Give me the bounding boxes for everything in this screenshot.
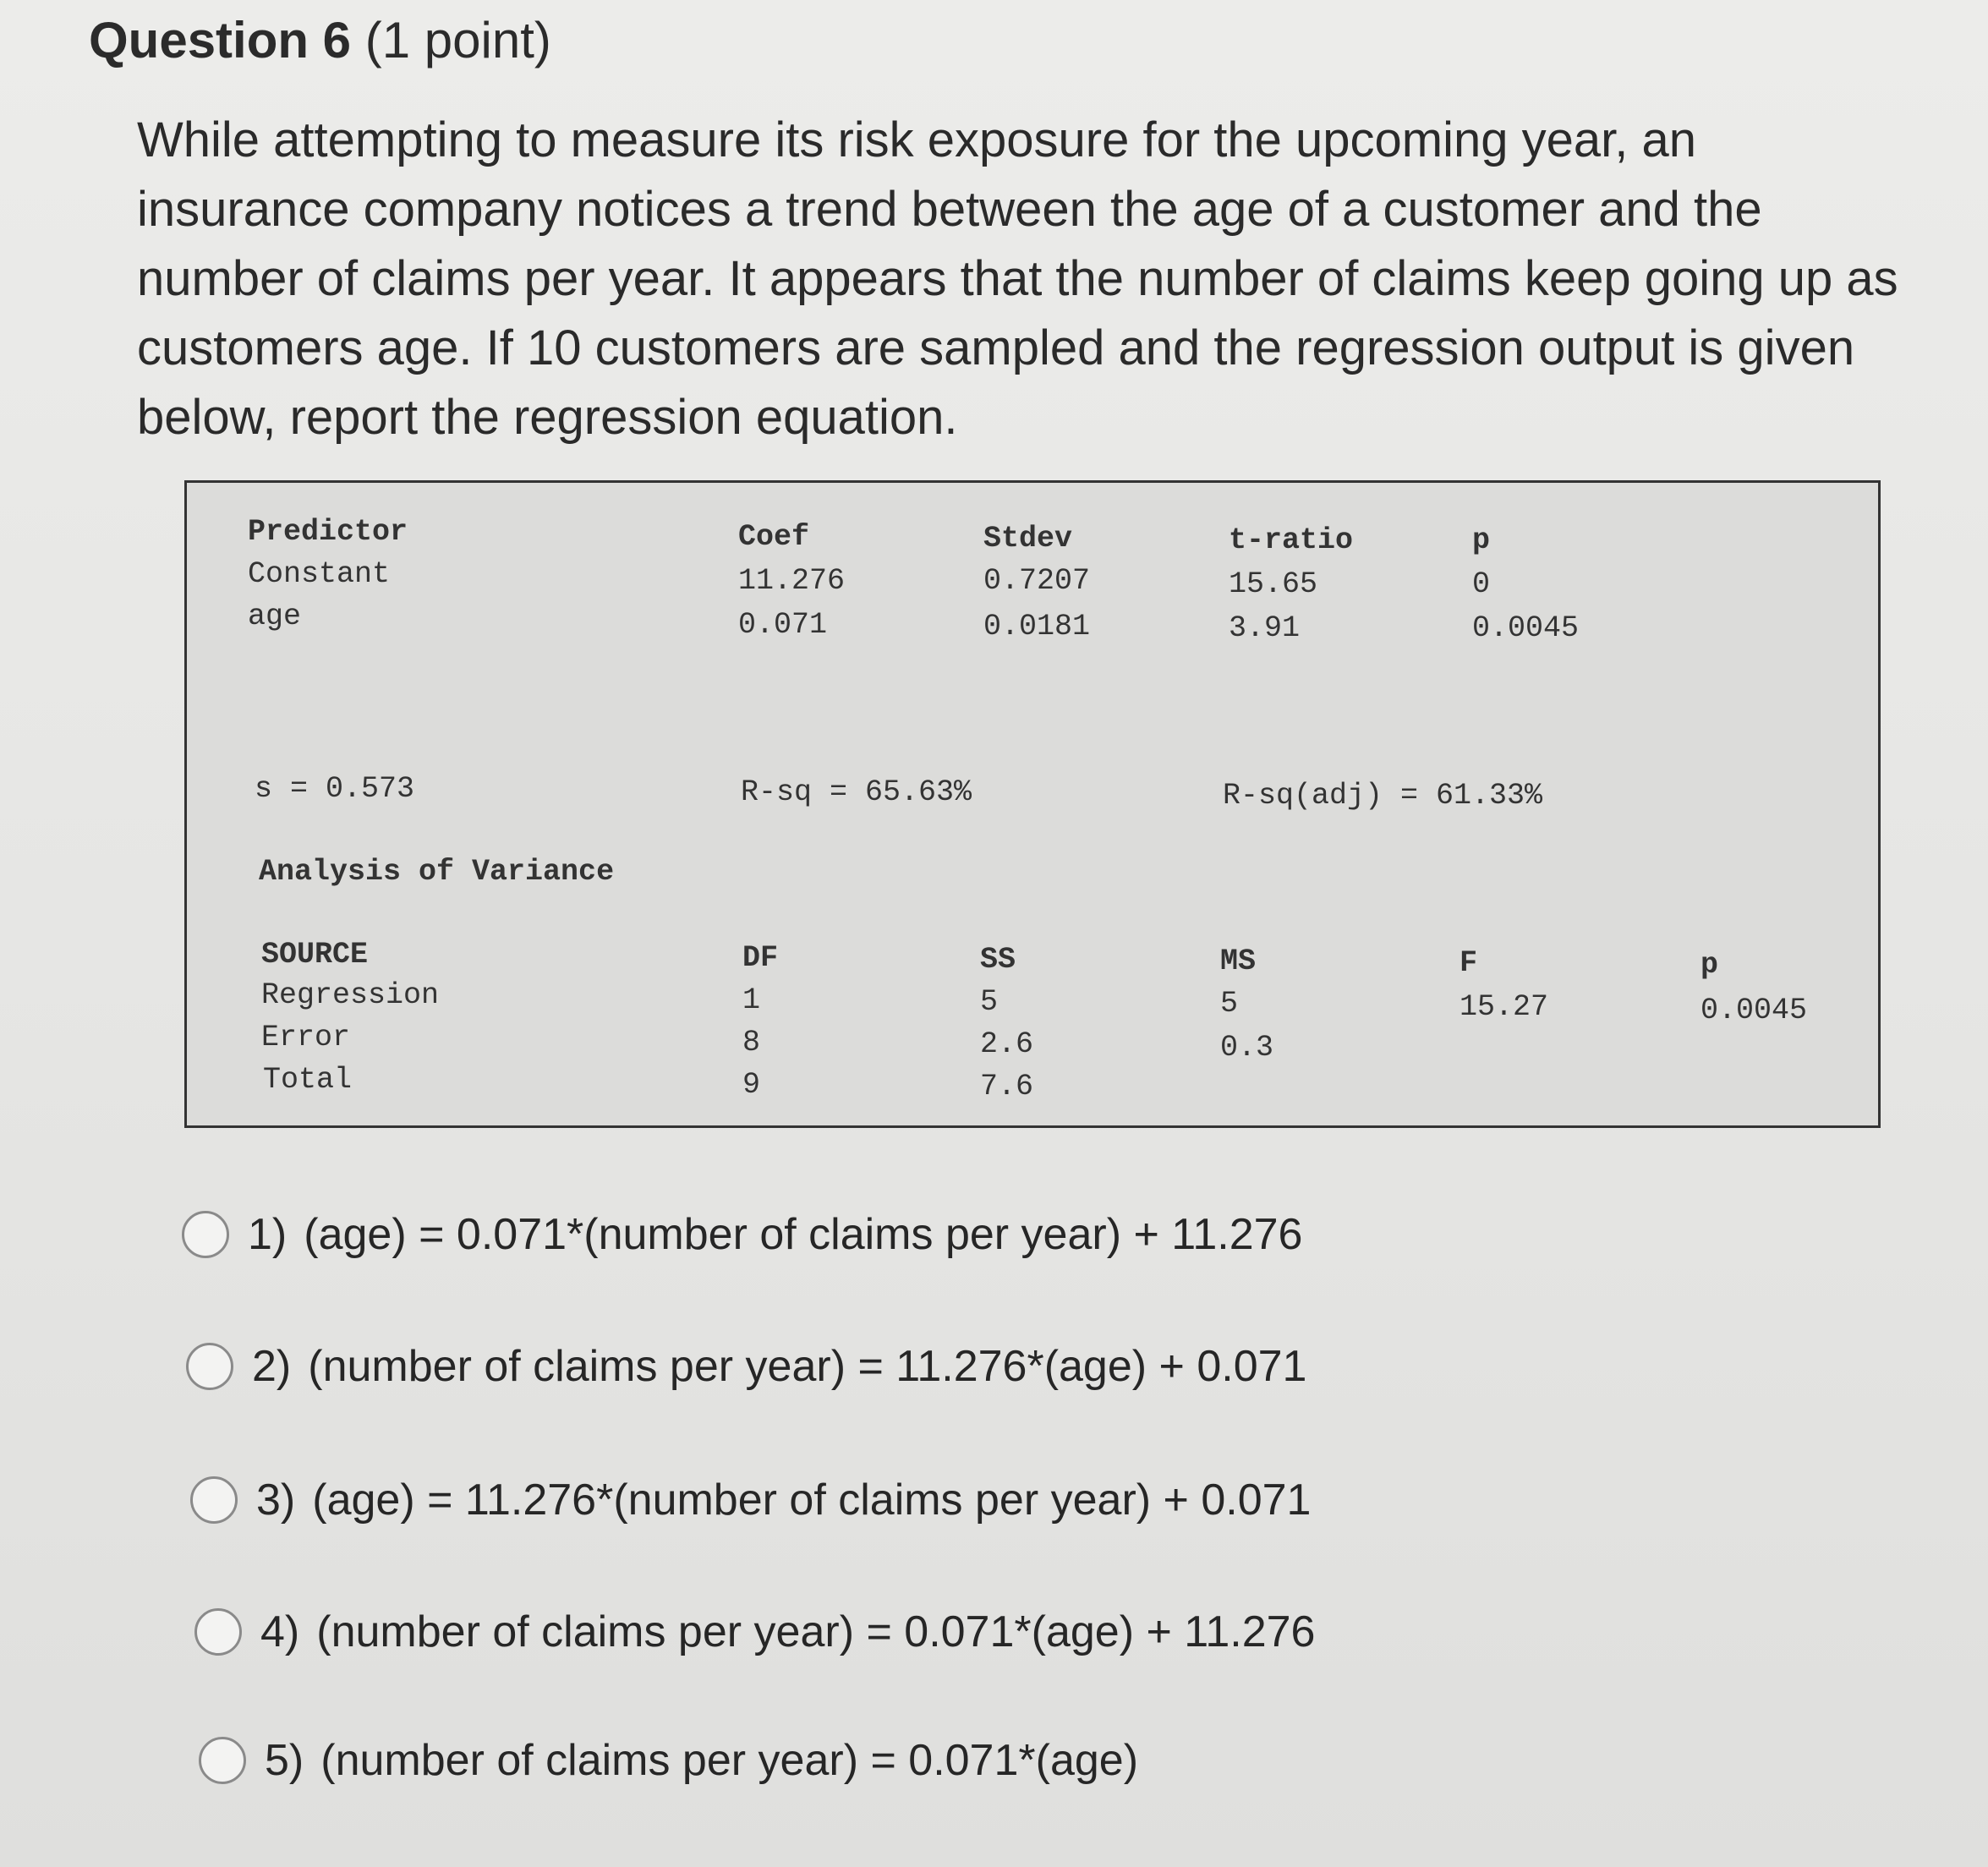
row-age-stdev: 0.0181 [983,610,1091,643]
option-5[interactable] [199,1735,1138,1786]
row-age-tratio: 3.91 [1229,611,1301,645]
anova-error-df: 8 [742,1026,761,1059]
option-1[interactable] [182,1209,1302,1260]
question-number: Question 6 [89,12,352,68]
option-4-number: 4) [260,1607,300,1656]
row-age-p: 0.0045 [1472,611,1580,645]
header-coef: Coef [738,520,810,554]
anova-header-p: p [1700,948,1719,982]
option-4[interactable] [194,1607,1315,1657]
regression-output-box [184,480,1881,1128]
option-4-text: (number of claims per year) = 0.071*(age) + 11.276 [316,1607,1316,1656]
question-header [89,7,551,74]
anova-error-ms: 0.3 [1220,1031,1274,1065]
option-2[interactable] [186,1341,1306,1392]
row-age-coef: 0.071 [738,608,828,642]
row-constant-predictor: Constant [248,557,391,591]
anova-header-source: SOURCE [261,938,369,972]
question-text: While attempting to measure its risk exposure for the upcoming year, an insurance company notices a trend between the age of a customer and the number of claims per year. It appears that the number of claims keep going up as customers age. If 10 customers are sampled and the regression output is given below, report the regression equation. [137,112,1898,445]
option-3[interactable] [190,1475,1311,1525]
stat-s: s = 0.573 [255,772,415,806]
anova-total-source: Total [263,1063,353,1097]
row-age-predictor: age [248,600,302,633]
radio-button-4[interactable] [194,1608,242,1656]
radio-button-1[interactable] [182,1211,229,1258]
option-3-text: (age) = 11.276*(number of claims per year) + 0.071 [312,1476,1312,1525]
radio-button-3[interactable] [190,1476,238,1524]
anova-regression-f: 15.27 [1460,990,1549,1024]
question-points: (1 point) [364,12,551,68]
anova-regression-df: 1 [742,983,761,1017]
row-constant-tratio: 15.65 [1229,567,1318,601]
option-2-text: (number of claims per year) = 11.276*(age) + 0.071 [308,1342,1307,1391]
row-constant-coef: 11.276 [738,564,846,598]
stat-rsq: R-sq = 65.63% [741,775,972,809]
stat-rsq-adj: R-sq(adj) = 61.33% [1223,779,1543,813]
option-1-number: 1) [248,1210,288,1259]
anova-error-ss: 2.6 [980,1027,1034,1061]
anova-regression-p: 0.0045 [1700,994,1808,1027]
option-1-text: (age) = 0.071*(number of claims per year) + 11.276 [304,1210,1303,1259]
radio-button-5[interactable] [199,1737,246,1784]
anova-regression-ss: 5 [980,985,999,1019]
anova-regression-source: Regression [261,978,440,1012]
option-2-number: 2) [252,1342,292,1391]
row-constant-stdev: 0.7207 [983,564,1091,598]
anova-total-df: 9 [742,1068,761,1102]
anova-error-source: Error [261,1021,351,1054]
header-tratio: t-ratio [1229,523,1354,557]
option-5-number: 5) [265,1736,304,1785]
anova-header-df: DF [742,941,779,975]
header-predictor: Predictor [248,515,408,549]
anova-header-ms: MS [1220,944,1257,978]
option-3-number: 3) [256,1476,296,1525]
anova-regression-ms: 5 [1220,987,1239,1021]
anova-header-f: F [1460,946,1478,980]
row-constant-p: 0 [1472,567,1491,601]
header-stdev: Stdev [983,522,1073,556]
option-5-text: (number of claims per year) = 0.071*(age) [320,1736,1139,1785]
anova-header-ss: SS [980,943,1016,977]
anova-title: Analysis of Variance [259,855,615,889]
header-p: p [1472,523,1491,557]
radio-button-2[interactable] [186,1343,233,1390]
anova-total-ss: 7.6 [980,1070,1034,1103]
